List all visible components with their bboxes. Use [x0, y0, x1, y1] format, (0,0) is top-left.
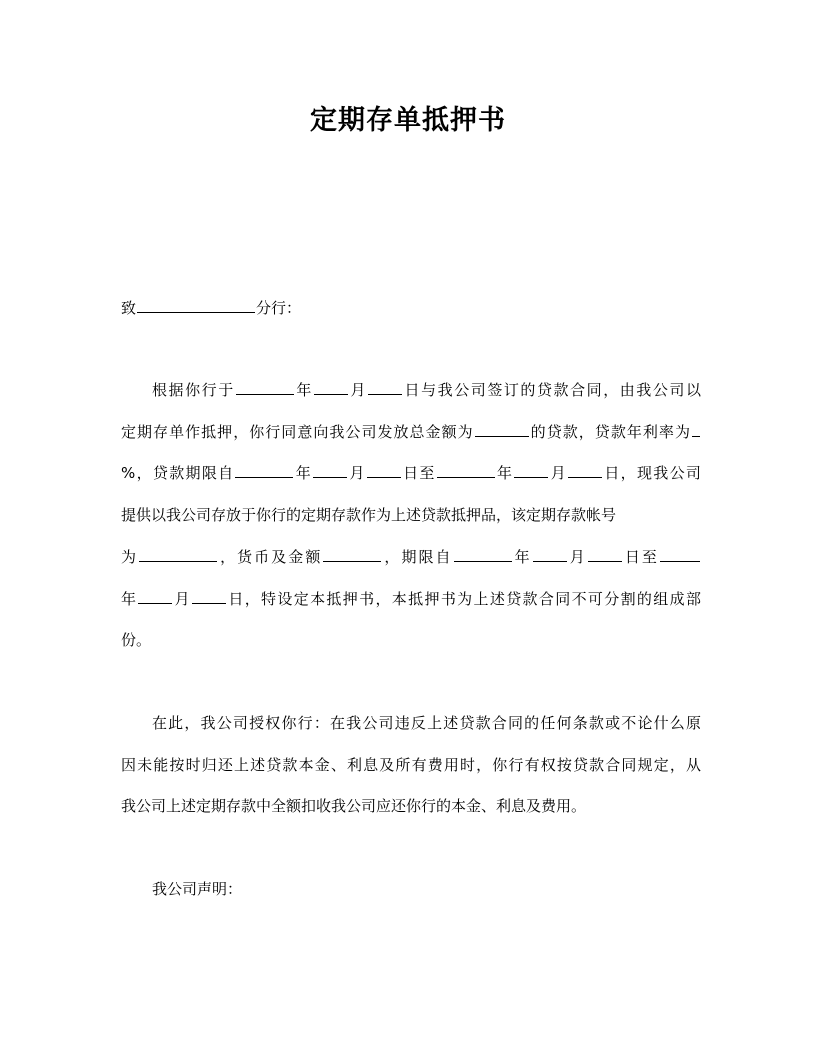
contract-day-blank — [368, 393, 402, 395]
document-title: 定期存单抵押书 — [310, 105, 506, 136]
period-end-year-blank — [437, 476, 495, 478]
p1-line-4: 提供以我公司存放于你行的定期存款作为上述贷款抵押品，该定期存款帐号 — [121, 506, 617, 524]
deposit-end-year-blank — [660, 560, 700, 562]
p2-line-2: 因未能按时归还上述贷款本金、利息及所有费用时，你行有权按贷款合同规定，从 — [121, 756, 701, 774]
branch-name-blank — [137, 311, 255, 313]
p2-line-1: 在此，我公司授权你行：在我公司违反上述贷款合同的任何条款或不论什么原 — [152, 714, 701, 732]
account-number-blank — [139, 560, 217, 562]
deposit-start-day-blank — [588, 560, 622, 562]
period-end-month-blank — [514, 476, 548, 478]
p2-line-3: 我公司上述定期存款中全额扣收我公司应还你行的本金、利息及费用。 — [121, 797, 587, 815]
p1-line-5: 为 ，货币及金额 ，期限自 年 月 日至 — [121, 547, 701, 567]
period-start-day-blank — [367, 476, 401, 478]
contract-year-blank — [236, 393, 294, 395]
currency-amount-blank — [323, 560, 381, 562]
interest-rate-blank — [692, 435, 700, 437]
p1-line-7: 份。 — [121, 631, 152, 649]
deposit-end-day-blank — [192, 602, 226, 604]
p1-line-1: 根据你行于 年 月 日与我公司签订的贷款合同，由我公司以 — [152, 381, 701, 399]
declaration-heading: 我公司声明： — [152, 880, 243, 898]
loan-amount-blank — [475, 435, 529, 437]
period-end-day-blank — [568, 476, 602, 478]
contract-month-blank — [314, 393, 348, 395]
p1-line-6: 年 月 日，特设定本抵押书，本抵押书为上述贷款合同不可分割的组成部 — [121, 590, 701, 608]
p1-line-3: %，贷款期限自 年 月 日至 年 月 日，现我公司 — [121, 464, 701, 482]
period-start-month-blank — [313, 476, 347, 478]
p1-line-2: 定期存单作抵押，你行同意向我公司发放总金额为 的贷款，贷款年利率为 — [121, 422, 701, 442]
deposit-start-month-blank — [533, 560, 567, 562]
deposit-end-month-blank — [138, 602, 172, 604]
deposit-start-year-blank — [454, 560, 512, 562]
period-start-year-blank — [235, 476, 293, 478]
addressee-line: 致 分行： — [121, 299, 302, 317]
